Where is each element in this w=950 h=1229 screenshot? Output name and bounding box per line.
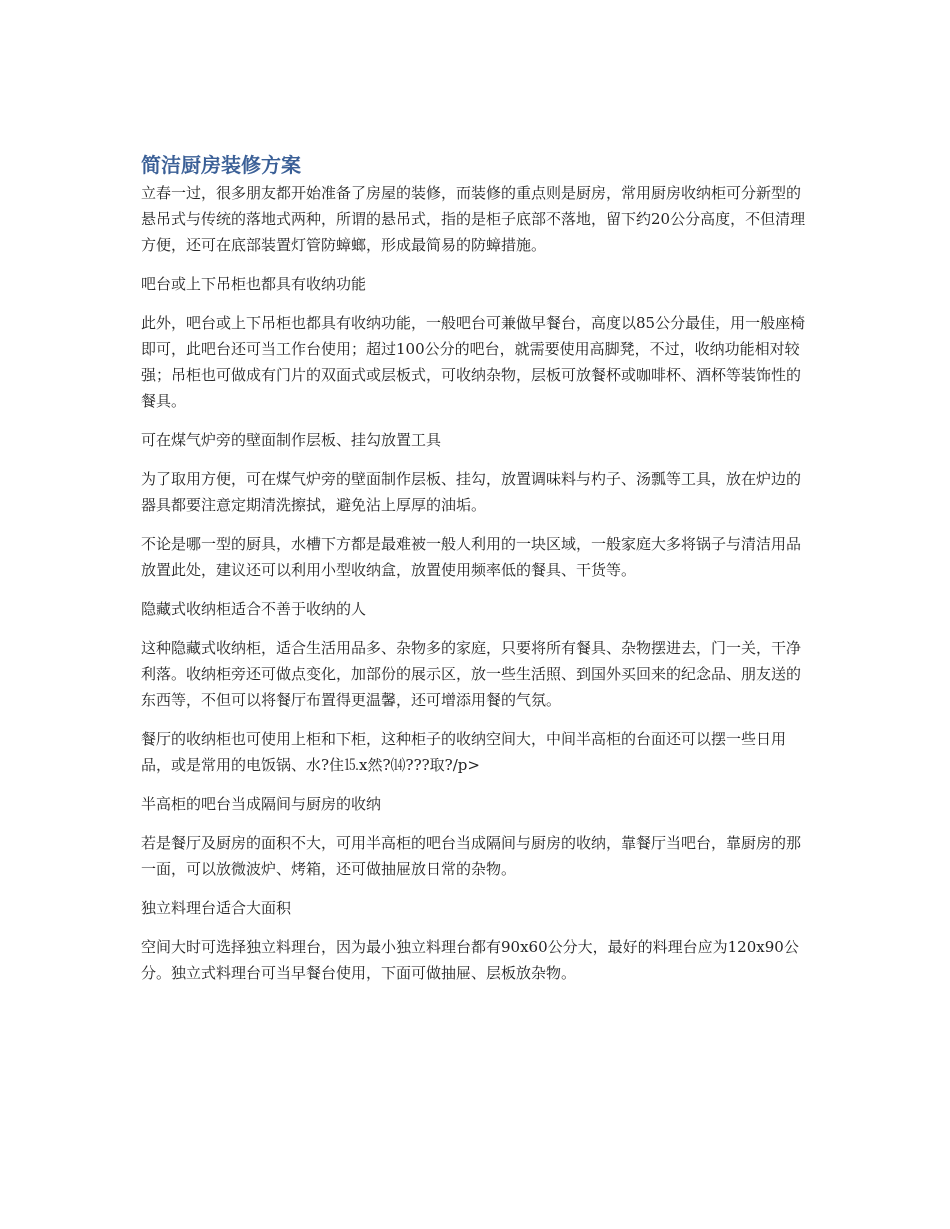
section-heading: 隐藏式收纳柜适合不善于收纳的人 [141, 600, 367, 618]
document-page [141, 150, 807, 999]
paragraph: 不论是哪一型的厨具，水槽下方都是最难被一般人利用的一块区域，一般家庭大多将锅子与清洁用品放置此处，建议还可以利用小型收纳盒，放置使用频率低的餐具、干货等。 [141, 535, 802, 579]
paragraph: 此外，吧台或上下吊柜也都具有收纳功能，一般吧台可兼做早餐台，高度以85公分最佳，用一般座椅即可，此吧台还可当工作台使用；超过100公分的吧台，就需要使用高脚凳，不过，收纳功能相对较强；吊柜也可做成有门片的双面式或层板式，可收纳杂物，层板可放餐杯或咖啡杯、酒杯等装饰性的餐具。 [141, 314, 806, 410]
section-heading: 可在煤气炉旁的壁面制作层板、挂勾放置工具 [141, 431, 442, 449]
section-heading: 半高柜的吧台当成隔间与厨房的收纳 [141, 795, 382, 813]
section-heading: 独立料理台适合大面积 [141, 899, 292, 917]
paragraph: 若是餐厅及厨房的面积不大，可用半高柜的吧台当成隔间与厨房的收纳，靠餐厅当吧台，靠厨房的那一面，可以放微波炉、烤箱，还可做抽屉放日常的杂物。 [141, 834, 802, 878]
paragraph: 为了取用方便，可在煤气炉旁的壁面制作层板、挂勾，放置调味料与杓子、汤瓢等工具，放在炉边的器具都要注意定期清洗擦拭，避免沾上厚厚的油垢。 [141, 470, 802, 514]
paragraph: 这种隐藏式收纳柜，适合生活用品多、杂物多的家庭，只要将所有餐具、杂物摆进去，门一关，干净利落。收纳柜旁还可做点变化，加部份的展示区，放一些生活照、到国外买回来的纪念品、朋友送的东西等，不但可以将餐厅布置得更温馨，还可增添用餐的气氛。 [141, 639, 802, 709]
section-heading: 吧台或上下吊柜也都具有收纳功能 [141, 275, 367, 293]
page-title: 简洁厨房装修方案 [141, 153, 301, 177]
paragraph: 空间大时可选择独立料理台，因为最小独立料理台都有90x60公分大，最好的料理台应为120x90公分。独立式料理台可当早餐台使用，下面可做抽屉、层板放杂物。 [141, 938, 799, 982]
paragraph: 立春一过，很多朋友都开始准备了房屋的装修，而装修的重点则是厨房，常用厨房收纳柜可分新型的悬吊式与传统的落地式两种，所谓的悬吊式，指的是柜子底部不落地，留下约20公分高度，不但清理方便，还可在底部装置灯管防蟑螂，形成最简易的防蟑措施。 [141, 184, 806, 254]
paragraph: 餐厅的收纳柜也可使用上柜和下柜，这种柜子的收纳空间大，中间半高柜的台面还可以摆一些日用品，或是常用的电饭锅、水?住⒖ⅹ然?⒁???取?/p> [141, 730, 787, 774]
